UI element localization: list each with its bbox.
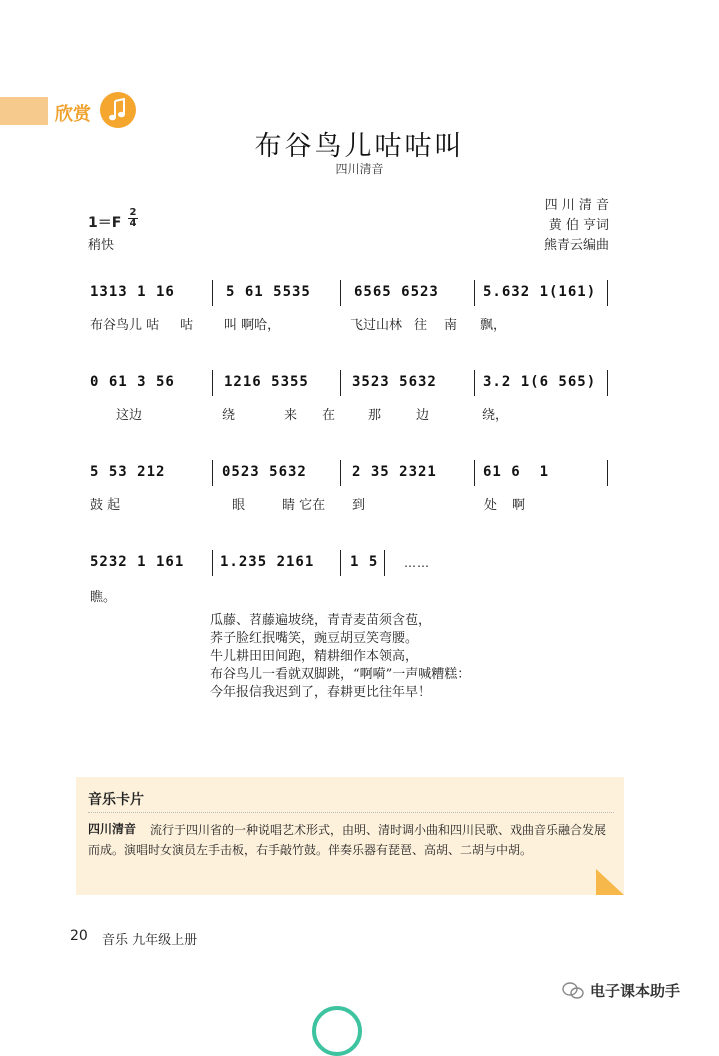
wechat-icon (562, 982, 584, 1000)
meter-top: 2 (129, 207, 137, 218)
verse-block (210, 612, 470, 702)
bar-line (607, 460, 608, 486)
measure: 0523 5632 (222, 464, 307, 480)
lyric: 往 (414, 318, 428, 333)
measure: 1 5 (350, 554, 379, 570)
bar-line (340, 280, 341, 306)
bar-line (474, 460, 475, 486)
measure: 61 6 1 (483, 464, 550, 480)
credits (544, 196, 609, 256)
meter-bottom: 4 (129, 218, 137, 229)
music-note-icon (100, 92, 136, 128)
bar-line (340, 370, 341, 396)
lyric: 飞过山林 (350, 318, 403, 333)
score-continuation: …… (404, 556, 430, 570)
lyric: 处 (484, 498, 498, 513)
lyric: 来 (284, 408, 298, 423)
section-tab-bar (0, 97, 48, 125)
card-title: 音乐卡片 (88, 792, 144, 808)
bar-line (474, 370, 475, 396)
time-signature (128, 208, 138, 229)
lyric: 边 (416, 408, 430, 423)
measure: 5 61 5535 (226, 284, 311, 300)
page-turn-circle[interactable] (312, 1006, 362, 1056)
measure: 1216 5355 (224, 374, 309, 390)
lyric: 布谷鸟儿 咕 (90, 318, 160, 333)
measure: 3523 5632 (352, 374, 437, 390)
lyric: 啊 (512, 498, 526, 513)
watermark-text: 电子课本助手 (590, 982, 681, 1000)
card-divider (88, 812, 614, 813)
bar-line (212, 550, 213, 576)
page-number: 20 (70, 928, 88, 944)
lyric: 南 (444, 318, 458, 333)
bar-line (212, 370, 213, 396)
lyric: 睛 它在 (282, 498, 326, 513)
bar-line (340, 550, 341, 576)
measure: 0 61 3 56 (90, 374, 175, 390)
verse-line: 布谷鸟儿一看就双脚跳，“啊嗬”一声喊糟糕： (210, 667, 471, 682)
lyric: 在 (322, 408, 336, 423)
bar-line (212, 460, 213, 486)
lyric: 叫 啊哈， (224, 318, 281, 333)
measure: 6565 6523 (354, 284, 439, 300)
section-label: 欣赏 (55, 104, 91, 125)
bar-line (340, 460, 341, 486)
measure: 1.235 2161 (220, 554, 315, 570)
bar-line (607, 370, 608, 396)
lyric: 绕， (482, 408, 509, 423)
card-term: 四川清音 (88, 822, 137, 836)
measure: 1313 1 16 (90, 284, 175, 300)
bar-line (384, 550, 385, 576)
credit-lyricist: 黄 伯 亨词 (548, 218, 609, 233)
key-signature: 1＝F (88, 215, 122, 231)
credit-arranger: 熊青云编曲 (543, 238, 609, 253)
measure: 5232 1 161 (90, 554, 185, 570)
lyric: 咕 (180, 318, 194, 333)
bar-line (474, 280, 475, 306)
lyric: 鼓 起 (90, 498, 121, 513)
lyric: 眼 (232, 498, 246, 513)
lyric: 飘， (480, 318, 507, 333)
book-title: 音乐 九年级上册 (102, 933, 198, 948)
tempo-marking: 稍快 (88, 238, 115, 253)
verse-line: 牛儿耕田田间跑，精耕细作本领高， (210, 649, 419, 664)
credit-origin: 四 川 清 音 (544, 198, 609, 213)
verse-line: 瓜藤、苕藤遍坡绕，青青麦苗须含苞， (210, 613, 432, 628)
measure: 2 35 2321 (352, 464, 437, 480)
lyric: 绕 (222, 408, 236, 423)
measure: 5 53 212 (90, 464, 166, 480)
lyric: 到 (352, 498, 366, 513)
lyric: 这边 (116, 408, 143, 423)
lyric: 瞧。 (90, 590, 117, 605)
measure: 3.2 1(6 565) (483, 374, 597, 390)
song-title: 布谷鸟儿咕咕叫 (254, 131, 465, 162)
bar-line (607, 280, 608, 306)
bar-line (212, 280, 213, 306)
verse-line: 今年报信我迟到了，春耕更比往年早！ (210, 685, 432, 700)
lyric: 那 (368, 408, 382, 423)
song-subtitle: 四川清音 (335, 162, 384, 176)
verse-line: 荞子脸红抿嘴笑，豌豆胡豆笑弯腰。 (210, 631, 419, 646)
measure: 5.632 1(161) (483, 284, 597, 300)
card-body: 流行于四川省的一种说唱艺术形式，由明、清时调小曲和四川民歌、戏曲音乐融合发展而成。演唱时女演员左手击板，右手敲竹鼓。伴奏乐器有琵琶、高胡、二胡与中胡。 (88, 823, 607, 857)
card-corner-fold (596, 869, 624, 895)
